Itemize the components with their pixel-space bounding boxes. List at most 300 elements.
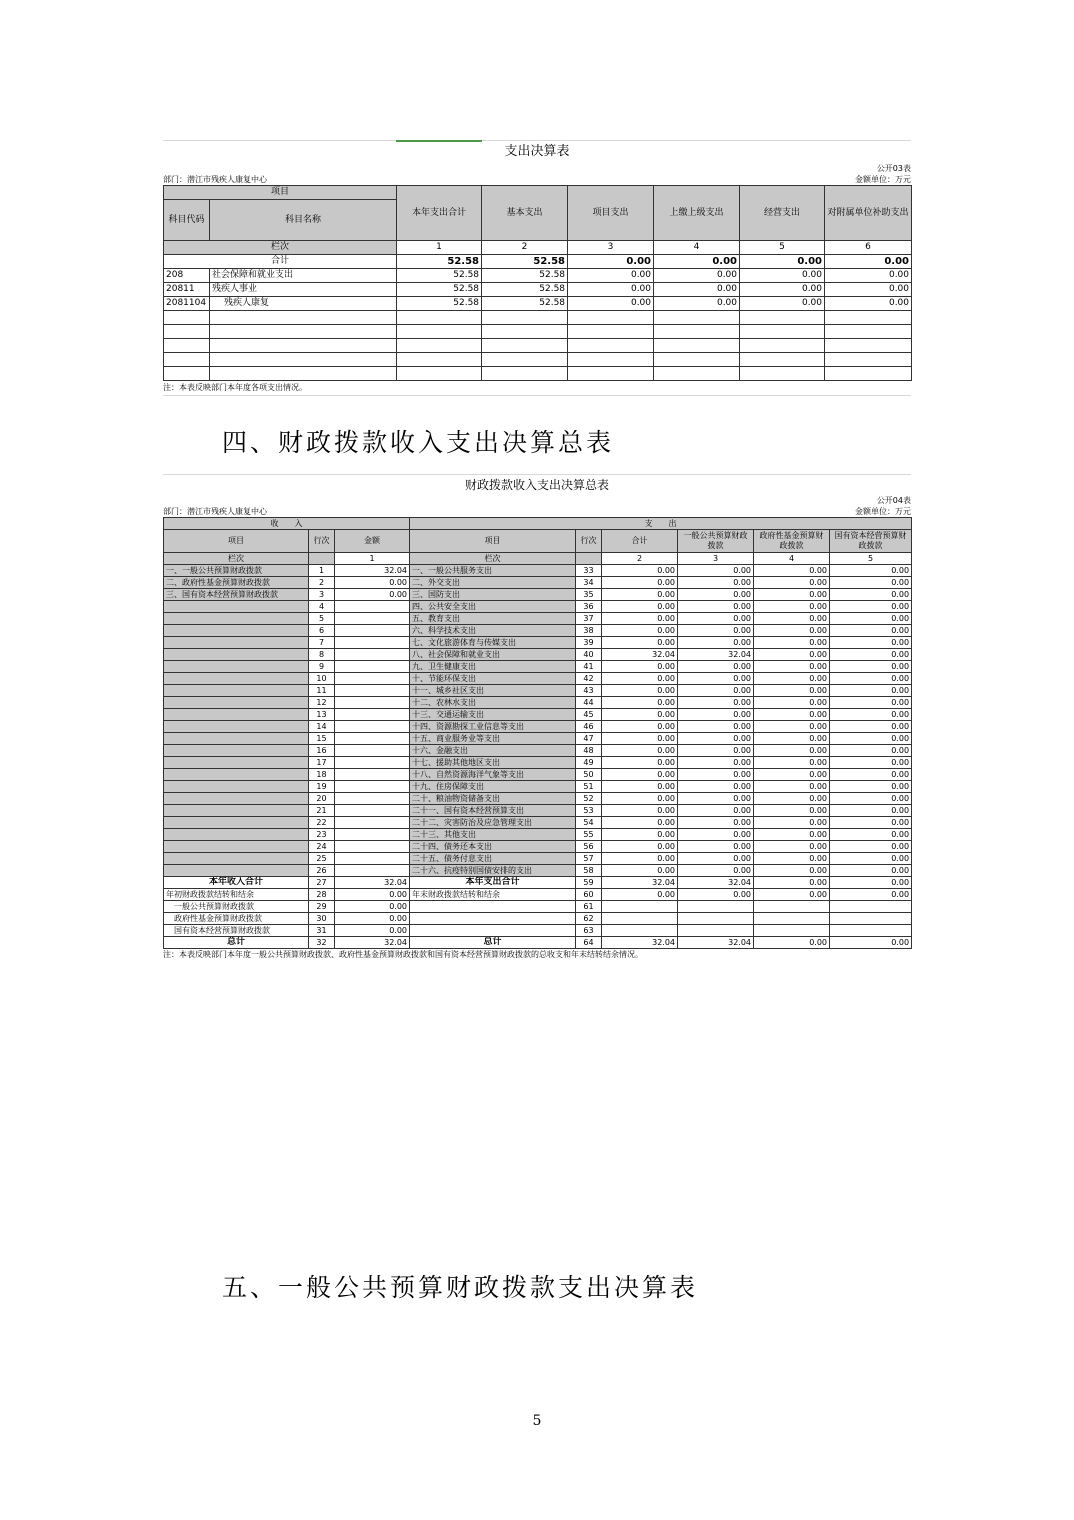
income-item <box>164 601 309 613</box>
expense-value: 0.00 <box>602 625 678 637</box>
income-line: 11 <box>309 685 335 697</box>
income-line: 8 <box>309 649 335 661</box>
income-amount <box>335 757 410 769</box>
expense-header: 支 出 <box>410 518 912 530</box>
income-line: 15 <box>309 733 335 745</box>
subject-name: 残疾人康复 <box>210 297 397 311</box>
expense-value: 0.00 <box>830 733 912 745</box>
expense-value: 0.00 <box>830 637 912 649</box>
income-line: 23 <box>309 829 335 841</box>
subject-value: 0.00 <box>654 297 740 311</box>
total-value: 0.00 <box>740 255 825 269</box>
expense-value <box>602 901 678 913</box>
income-item <box>164 757 309 769</box>
expense-value: 0.00 <box>830 781 912 793</box>
subject-value: 0.00 <box>654 269 740 283</box>
expense-value: 0.00 <box>754 721 830 733</box>
expense-item: 九、卫生健康支出 <box>410 661 576 673</box>
income-item <box>164 829 309 841</box>
expense-value: 0.00 <box>678 757 754 769</box>
header-col: 本年支出合计 <box>397 186 482 241</box>
empty-cell <box>568 367 654 381</box>
data-row <box>164 745 912 757</box>
expense-item: 七、文化旅游体育与传媒支出 <box>410 637 576 649</box>
expense-value: 0.00 <box>754 853 830 865</box>
expense-value: 0.00 <box>754 673 830 685</box>
expense-line: 58 <box>576 865 602 877</box>
expense-value: 0.00 <box>678 781 754 793</box>
data-row <box>164 577 912 589</box>
income-line: 13 <box>309 709 335 721</box>
income-header: 收 入 <box>164 518 410 530</box>
expense-line: 62 <box>576 913 602 925</box>
subject-value: 0.00 <box>740 283 825 297</box>
empty-cell <box>576 553 602 565</box>
expense-value: 0.00 <box>678 625 754 637</box>
expense-value: 0.00 <box>830 805 912 817</box>
expense-value: 0.00 <box>830 709 912 721</box>
expense-value: 0.00 <box>678 829 754 841</box>
expense-value: 0.00 <box>754 625 830 637</box>
expense-value: 0.00 <box>602 565 678 577</box>
subject-code: 20811 <box>164 283 210 297</box>
empty-cell <box>740 353 825 367</box>
empty-row <box>164 325 912 339</box>
expense-value: 0.00 <box>602 589 678 601</box>
group-header-row <box>164 518 912 530</box>
income-line: 28 <box>309 889 335 901</box>
expense-value: 0.00 <box>830 649 912 661</box>
subject-value: 52.58 <box>397 297 482 311</box>
expense-line: 37 <box>576 613 602 625</box>
income-item: 一、一般公共预算财政拨款 <box>164 565 309 577</box>
expense-value <box>754 925 830 937</box>
expense-value <box>830 901 912 913</box>
empty-cell <box>164 311 210 325</box>
expense-value: 0.00 <box>830 613 912 625</box>
expense-value: 0.00 <box>754 769 830 781</box>
column-number: 3 <box>678 553 754 565</box>
expense-value: 0.00 <box>754 745 830 757</box>
expense-value <box>678 913 754 925</box>
expense-value: 0.00 <box>678 565 754 577</box>
empty-cell <box>568 325 654 339</box>
expense-item: 十三、交通运输支出 <box>410 709 576 721</box>
data-row <box>164 769 912 781</box>
expense-value: 0.00 <box>830 745 912 757</box>
carryover-row <box>164 889 912 901</box>
expense-value: 0.00 <box>602 745 678 757</box>
subject-value: 52.58 <box>397 283 482 297</box>
expense-value: 0.00 <box>602 757 678 769</box>
expense-value: 0.00 <box>602 781 678 793</box>
expense-item <box>410 913 576 925</box>
expense-value: 0.00 <box>678 589 754 601</box>
carryover-row <box>164 913 912 925</box>
header-state: 国有资本经营预算财政拨款 <box>830 530 912 553</box>
empty-cell <box>654 339 740 353</box>
expense-value <box>678 901 754 913</box>
expense-value: 0.00 <box>754 781 830 793</box>
income-line: 22 <box>309 817 335 829</box>
total-value: 0.00 <box>654 255 740 269</box>
header-amount: 金额 <box>335 530 410 553</box>
empty-cell <box>825 325 912 339</box>
income-item <box>164 805 309 817</box>
expense-value: 0.00 <box>678 853 754 865</box>
empty-cell <box>740 325 825 339</box>
expense-total-value: 0.00 <box>754 877 830 889</box>
expense-value <box>830 925 912 937</box>
income-line: 20 <box>309 793 335 805</box>
expense-value: 0.00 <box>754 697 830 709</box>
expense-value: 0.00 <box>678 697 754 709</box>
expense-value: 0.00 <box>830 661 912 673</box>
expense-line: 52 <box>576 793 602 805</box>
data-row <box>164 781 912 793</box>
income-item <box>164 817 309 829</box>
income-amount <box>335 661 410 673</box>
income-amount <box>335 745 410 757</box>
expense-item: 二十一、国有资本经营预算支出 <box>410 805 576 817</box>
income-amount <box>335 853 410 865</box>
income-amount <box>335 805 410 817</box>
income-item: 政府性基金预算财政拨款 <box>164 913 309 925</box>
empty-cell <box>740 311 825 325</box>
expense-value: 32.04 <box>678 649 754 661</box>
expense-value: 0.00 <box>754 817 830 829</box>
expense-value <box>678 925 754 937</box>
income-line: 3 <box>309 589 335 601</box>
expense-item: 二十三、其他支出 <box>410 829 576 841</box>
empty-cell <box>210 353 397 367</box>
data-row <box>164 793 912 805</box>
column-number: 2 <box>602 553 678 565</box>
header-col: 对附属单位补助支出 <box>825 186 912 241</box>
income-line: 25 <box>309 853 335 865</box>
header-exp-item: 项目 <box>410 530 576 553</box>
total-value: 52.58 <box>397 255 482 269</box>
income-amount <box>335 673 410 685</box>
expense-item: 十六、金融支出 <box>410 745 576 757</box>
empty-cell <box>210 339 397 353</box>
income-amount <box>335 613 410 625</box>
income-amount: 0.00 <box>335 589 410 601</box>
expense-value: 0.00 <box>678 769 754 781</box>
header-general: 一般公共预算财政拨款 <box>678 530 754 553</box>
subject-value: 52.58 <box>482 297 568 311</box>
expense-value: 0.00 <box>678 721 754 733</box>
income-line: 27 <box>309 877 335 889</box>
expense-total-value: 0.00 <box>830 877 912 889</box>
header-fund: 政府性基金预算财政拨款 <box>754 530 830 553</box>
income-item <box>164 661 309 673</box>
expense-value: 0.00 <box>754 661 830 673</box>
expense-value: 0.00 <box>678 805 754 817</box>
expense-item: 二十五、债务付息支出 <box>410 853 576 865</box>
income-item <box>164 613 309 625</box>
empty-cell <box>164 325 210 339</box>
empty-cell <box>397 311 482 325</box>
expense-value: 0.00 <box>678 673 754 685</box>
income-amount <box>335 601 410 613</box>
expense-value: 32.04 <box>602 649 678 661</box>
income-line: 7 <box>309 637 335 649</box>
expense-value: 0.00 <box>830 625 912 637</box>
data-row <box>164 649 912 661</box>
data-row <box>164 685 912 697</box>
expense-item: 二十、粮油物资储备支出 <box>410 793 576 805</box>
subject-code: 208 <box>164 269 210 283</box>
income-amount <box>335 841 410 853</box>
grand-total-expense-label: 总计 <box>410 937 576 949</box>
income-amount <box>335 733 410 745</box>
data-row <box>164 865 912 877</box>
expense-value: 0.00 <box>678 709 754 721</box>
expense-value: 0.00 <box>830 757 912 769</box>
expense-value: 0.00 <box>754 685 830 697</box>
column-number: 5 <box>740 241 825 255</box>
expense-value: 0.00 <box>754 589 830 601</box>
subject-value: 0.00 <box>568 297 654 311</box>
subject-value: 0.00 <box>825 297 912 311</box>
income-amount <box>335 781 410 793</box>
column-number: 4 <box>654 241 740 255</box>
empty-cell <box>482 325 568 339</box>
data-row <box>164 805 912 817</box>
total-value: 0.00 <box>568 255 654 269</box>
expense-line: 38 <box>576 625 602 637</box>
data-row <box>164 565 912 577</box>
income-amount <box>335 709 410 721</box>
empty-cell <box>482 311 568 325</box>
income-amount <box>335 793 410 805</box>
expense-line: 64 <box>576 937 602 949</box>
subject-value: 0.00 <box>740 297 825 311</box>
income-item <box>164 865 309 877</box>
column-label: 栏次 <box>410 553 576 565</box>
data-row <box>164 297 912 311</box>
expense-item: 十五、商业服务业等支出 <box>410 733 576 745</box>
expense-line: 49 <box>576 757 602 769</box>
income-item <box>164 697 309 709</box>
income-amount: 0.00 <box>335 889 410 901</box>
header-col: 项目支出 <box>568 186 654 241</box>
expense-value: 0.00 <box>602 841 678 853</box>
income-item <box>164 841 309 853</box>
subject-value: 0.00 <box>825 283 912 297</box>
income-line: 18 <box>309 769 335 781</box>
expense-value: 0.00 <box>678 817 754 829</box>
table-code-row <box>163 163 911 174</box>
grand-total-value: 32.04 <box>602 937 678 949</box>
expense-value: 0.00 <box>602 793 678 805</box>
expense-item: 八、社会保障和就业支出 <box>410 649 576 661</box>
column-number-row <box>164 553 912 565</box>
expense-value: 0.00 <box>754 565 830 577</box>
expense-item <box>410 925 576 937</box>
expense-value: 0.00 <box>602 637 678 649</box>
expense-value: 0.00 <box>754 613 830 625</box>
table-code: 公开03表 <box>876 164 911 173</box>
expense-value: 0.00 <box>602 661 678 673</box>
expense-line: 59 <box>576 877 602 889</box>
expense-total-label: 本年支出合计 <box>410 877 576 889</box>
expense-item <box>410 901 576 913</box>
empty-cell <box>654 325 740 339</box>
empty-cell <box>164 353 210 367</box>
expense-value: 0.00 <box>754 841 830 853</box>
column-number: 5 <box>830 553 912 565</box>
column-number: 1 <box>397 241 482 255</box>
expense-value: 0.00 <box>754 757 830 769</box>
expenditure-table <box>163 185 912 381</box>
income-item: 年初财政拨款结转和结余 <box>164 889 309 901</box>
expense-value: 0.00 <box>602 805 678 817</box>
empty-cell <box>482 353 568 367</box>
expense-value: 0.00 <box>754 793 830 805</box>
expense-value: 0.00 <box>602 613 678 625</box>
data-row <box>164 661 912 673</box>
subject-name: 残疾人事业 <box>210 283 397 297</box>
expense-value: 0.00 <box>830 673 912 685</box>
expense-value: 0.00 <box>602 865 678 877</box>
empty-cell <box>654 311 740 325</box>
data-row <box>164 269 912 283</box>
empty-cell <box>309 553 335 565</box>
empty-cell <box>482 339 568 353</box>
income-line: 1 <box>309 565 335 577</box>
expenditure-table-title <box>163 140 911 163</box>
header-row <box>164 530 912 553</box>
expense-item: 十七、援助其他地区支出 <box>410 757 576 769</box>
data-row <box>164 673 912 685</box>
expense-value: 0.00 <box>754 649 830 661</box>
empty-cell <box>397 325 482 339</box>
income-line: 17 <box>309 757 335 769</box>
expense-total-value: 32.04 <box>602 877 678 889</box>
subject-value: 0.00 <box>568 269 654 283</box>
expense-line: 53 <box>576 805 602 817</box>
header-col: 经营支出 <box>740 186 825 241</box>
empty-cell <box>825 339 912 353</box>
expense-line: 51 <box>576 781 602 793</box>
fiscal-summary-table-title: 财政拨款收入支出决算总表 <box>163 474 911 495</box>
header-col: 上缴上级支出 <box>654 186 740 241</box>
expense-value: 0.00 <box>602 601 678 613</box>
income-amount <box>335 649 410 661</box>
column-number: 1 <box>335 553 410 565</box>
expense-value: 0.00 <box>830 721 912 733</box>
expense-value: 0.00 <box>830 697 912 709</box>
expense-value: 0.00 <box>678 793 754 805</box>
grand-total-value: 0.00 <box>754 937 830 949</box>
income-item <box>164 853 309 865</box>
income-amount: 0.00 <box>335 901 410 913</box>
expense-value: 0.00 <box>602 685 678 697</box>
income-item <box>164 769 309 781</box>
expense-total-value: 32.04 <box>678 877 754 889</box>
expense-value: 0.00 <box>678 745 754 757</box>
expense-value: 0.00 <box>602 733 678 745</box>
income-amount <box>335 817 410 829</box>
expense-value: 0.00 <box>830 853 912 865</box>
expense-value: 0.00 <box>678 841 754 853</box>
column-number-row <box>164 241 912 255</box>
data-row <box>164 625 912 637</box>
expense-value: 0.00 <box>830 769 912 781</box>
table-code: 公开04表 <box>876 496 911 505</box>
empty-cell <box>210 325 397 339</box>
total-row <box>164 255 912 269</box>
empty-cell <box>164 339 210 353</box>
column-number: 6 <box>825 241 912 255</box>
expense-line: 47 <box>576 733 602 745</box>
expense-value: 0.00 <box>602 817 678 829</box>
expense-value: 0.00 <box>830 817 912 829</box>
empty-cell <box>740 367 825 381</box>
expense-value: 0.00 <box>602 697 678 709</box>
empty-row <box>164 353 912 367</box>
data-row <box>164 733 912 745</box>
expense-line: 43 <box>576 685 602 697</box>
expense-value: 0.00 <box>678 733 754 745</box>
expenditure-table-title-text: 支出决算表 <box>504 144 570 159</box>
header-col: 基本支出 <box>482 186 568 241</box>
expense-line: 40 <box>576 649 602 661</box>
income-item <box>164 793 309 805</box>
expense-value: 0.00 <box>602 853 678 865</box>
column-number: 4 <box>754 553 830 565</box>
income-line: 31 <box>309 925 335 937</box>
data-row <box>164 757 912 769</box>
expense-line: 54 <box>576 817 602 829</box>
expense-line: 50 <box>576 769 602 781</box>
expense-value <box>754 913 830 925</box>
expense-value <box>754 901 830 913</box>
header-name: 科目名称 <box>210 200 397 241</box>
expense-value: 0.00 <box>830 829 912 841</box>
expense-line: 44 <box>576 697 602 709</box>
income-item <box>164 637 309 649</box>
department-row <box>163 506 911 517</box>
subject-value: 52.58 <box>482 269 568 283</box>
expense-value: 0.00 <box>678 889 754 901</box>
department-label: 部门：潜江市残疾人康复中心 <box>163 175 267 184</box>
expense-value: 0.00 <box>830 601 912 613</box>
expense-value: 0.00 <box>830 841 912 853</box>
grand-total-label: 总计 <box>164 937 309 949</box>
expense-value: 0.00 <box>602 889 678 901</box>
income-line: 26 <box>309 865 335 877</box>
income-amount <box>335 625 410 637</box>
total-value: 52.58 <box>482 255 568 269</box>
carryover-row <box>164 901 912 913</box>
expense-line: 57 <box>576 853 602 865</box>
fiscal-summary-table-section <box>163 474 911 961</box>
expense-item: 年末财政拨款结转和结余 <box>410 889 576 901</box>
empty-cell <box>568 353 654 367</box>
empty-cell <box>482 367 568 381</box>
empty-cell <box>210 367 397 381</box>
grand-total-row <box>164 937 912 949</box>
fiscal-summary-table-note: 注：本表反映部门本年度一般公共预算财政拨款、政府性基金预算财政拨款和国有资本经营预算财政拨款的总收支和年末结转结余情况。 <box>163 950 643 959</box>
expense-value: 0.00 <box>754 865 830 877</box>
income-item <box>164 625 309 637</box>
department-row <box>163 174 911 185</box>
income-amount: 0.00 <box>335 913 410 925</box>
income-item: 一般公共预算财政拨款 <box>164 901 309 913</box>
